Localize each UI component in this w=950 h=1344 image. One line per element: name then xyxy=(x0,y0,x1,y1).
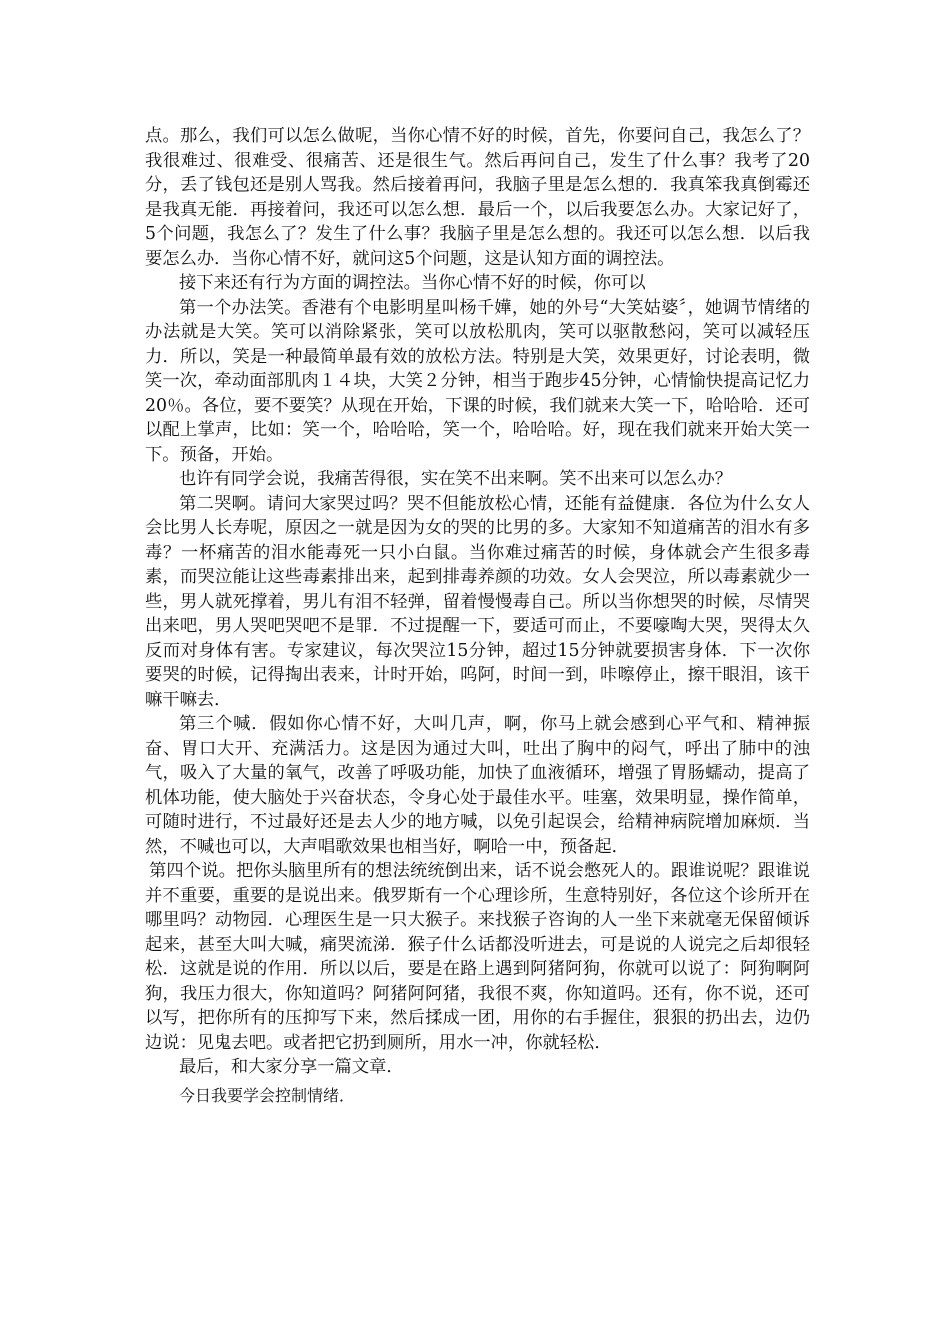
paragraph-behavior-intro: 接下来还有行为方面的调控法。当你心情不好的时候，你可以 xyxy=(179,273,646,293)
paragraph-cognitive-method: 点。那么，我们可以怎么做呢，当你心情不好的时候，首先，你要问自己，我怎么了？我很难过、很难受、很痛苦、还是很生气。然后再问自己，发生了什么事？我考了20分，丢了钱包还是别人骂我。然后接着再问，我脑子里是怎么想的．我真笨我真倒霉还是我真无能．再接着问，我还可以怎么想．最后一个，以后我要怎么办。大家记好了，5个问题，我怎么了？发生了什么事？我脑子里是怎么想的。我还可以怎么想．以后我要怎么办．当你心情不好，就问这5个问题，这是认知方面的调控法。 xyxy=(145,126,810,269)
paragraph-share-article: 最后，和大家分享一篇文章． xyxy=(179,1057,404,1077)
paragraph-laugh: 第一个办法笑。香港有个电影明星叫杨千嬅，她的外号“大笑姑婆〞，她调节情绪的办法就是大笑。笑可以消除紧张，笑可以放松肌肉，笑可以驱散愁闷，笑可以减轻压力．所以，笑是一种最简单最有效的放松方法。特别是大笑，效果更好，讨论表明，微笑一次，牵动面部肌肉１４块，大笑２分钟，相当于跑步45分钟，心情愉快提高记忆力20％。各位，要不要笑？从现在开始，下课的时候，我们就来大笑一下，哈哈哈．还可以配上掌声，比如：笑一个，哈哈哈，笑一个，哈哈哈。好，现在我们就来开始大笑一下。预备，开始。 xyxy=(145,297,810,465)
paragraph-cry: 第二哭啊。请问大家哭过吗？哭不但能放松心情，还能有益健康．各位为什么女人会比男人长寿呢，原因之一就是因为女的哭的比男的多。大家知不知道痛苦的泪水有多毒？一杯痛苦的泪水能毒死一只小白鼠。当你难过痛苦的时候，身体就会产生很多毒素，而哭泣能让这些毒素排出来，起到排毒养颜的功效。女人会哭泣，所以毒素就少一些，男人就死撑着，男儿有泪不轻弹，留着慢慢毒自己。所以当你想哭的时候，尽情哭出来吧，男人哭吧哭吧不是罪．不过提醒一下，要适可而止，不要嚎啕大哭，哭得太久反而对身体有害。专家建议，每次哭泣15分钟，超过15分钟就要损害身体．下一次你要哭的时候，记得掏出表来，计时开始，呜阿，时间一到，咔嚓停止，擦干眼泪，该干嘛干嘛去． xyxy=(145,493,810,710)
paragraph-shout: 第三个喊．假如你心情不好，大叫几声，啊，你马上就会感到心平气和、精神振奋、胃口大开、充满活力。这是因为通过大叫，吐出了胸中的闷气，呼出了肺中的浊气，吸入了大量的氧气，改善了呼吸功能，加快了血液循环，增强了胃肠蠕动，提高了机体功能，使大脑处于兴奋状态，令身心处于最佳水平。哇塞，效果明显，操作简单，可随时进行，不过最好还是去人少的地方喊，以免引起误会，给精神病院增加麻烦．当然，不喊也可以，大声唱歌效果也相当好，啊哈一中，预备起． xyxy=(145,714,810,857)
paragraph-talk: 第四个说。把你头脑里所有的想法统统倒出来，话不说会憋死人的。跟谁说呢？跟谁说并不重要，重要的是说出来。俄罗斯有一个心理诊所，生意特别好，各位这个诊所开在哪里吗？动物园．心理医生是一只大猴子。来找猴子咨询的人一坐下来就毫无保留倾诉起来，甚至大叫大喊，痛哭流涕．猴子什么话都没听进去，可是说的人说完之后却很轻松．这就是说的作用．所以以后，要是在路上遇到阿猪阿狗，你就可以说了：阿狗啊阿狗，我压力很大，你知道吗？阿猪阿阿猪，我很不爽，你知道吗。还有，你不说，还可以写，把你所有的压抑写下来，然后揉成一团，用你的右手握住，狠狠的扔出去，边仍边说：见鬼去吧。或者把它扔到厕所，用水一冲，你就轻松． xyxy=(145,861,810,1053)
paragraph-cannot-laugh: 也许有同学会说，我痛苦得很，实在笑不出来啊。笑不出来可以怎么办？ xyxy=(179,469,733,489)
document-body xyxy=(145,124,810,1108)
paragraph-article-title: 今日我要学会控制情绪． xyxy=(179,1085,356,1105)
